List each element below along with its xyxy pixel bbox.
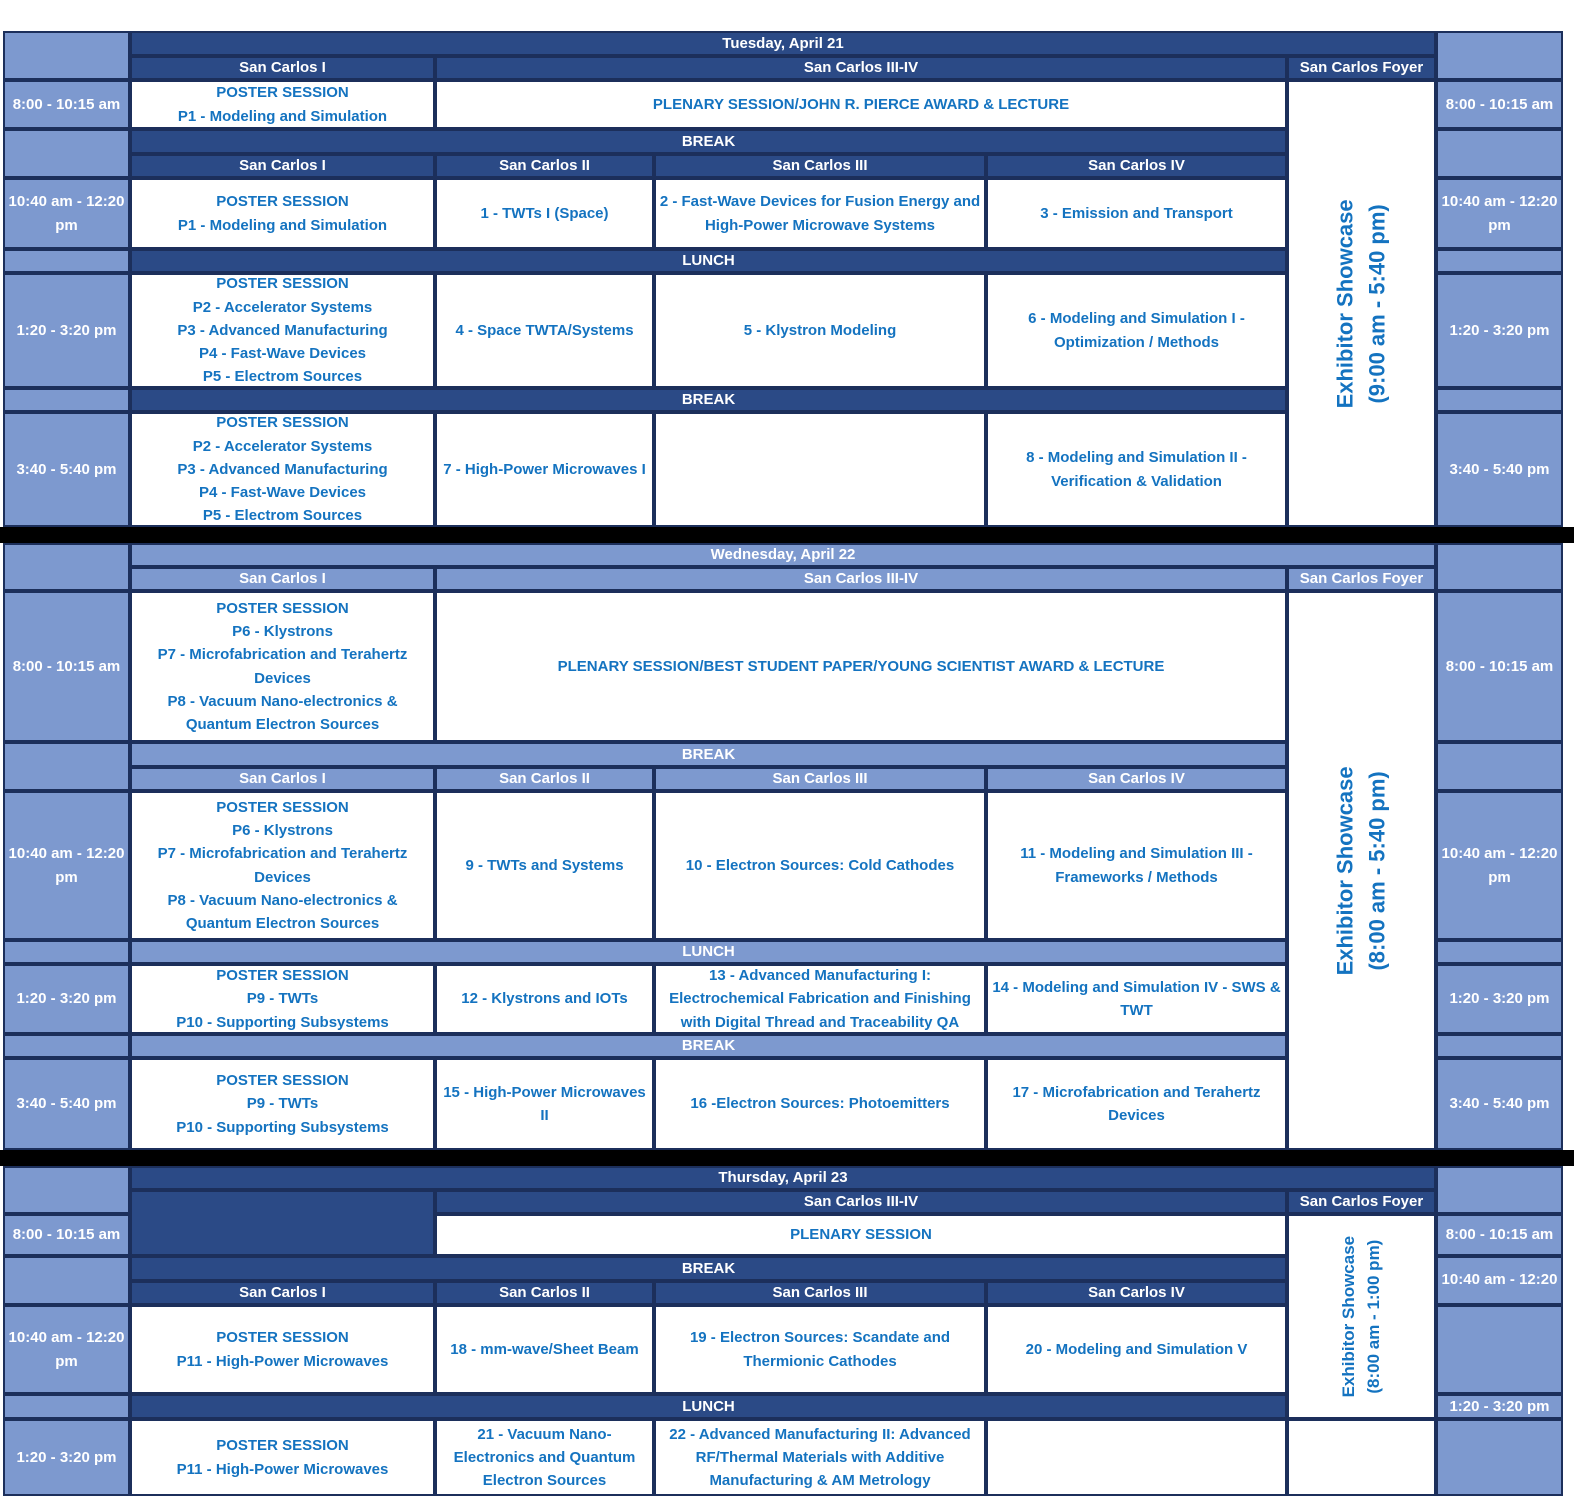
time-spacer-left (3, 1256, 130, 1305)
session-title: High-Power Microwave Systems (704, 216, 936, 234)
room-name: San Carlos III (772, 770, 868, 788)
time-spacer-right (1436, 1419, 1563, 1496)
time-label: 1:20 - 3:20 pm (16, 990, 117, 1008)
session-title: Devices (254, 669, 311, 687)
session-title: 21 - Vacuum Nano- (477, 1425, 612, 1443)
session-title: P11 - High-Power Microwaves (176, 1460, 389, 1478)
time-label: 8:00 - 10:15 am (12, 95, 121, 113)
session-cell[interactable] (986, 1419, 1287, 1496)
time-label: 10:40 am - 12:20 pm (8, 193, 125, 234)
session-title: P2 - Accelerator Systems (192, 437, 373, 455)
exhibitor-showcase[interactable] (1287, 591, 1436, 1150)
session-cell[interactable] (654, 178, 986, 249)
time-label: 10:40 am - 12:20 pm (1441, 845, 1558, 886)
lunch-bar-label: LUNCH (682, 252, 735, 270)
plenary-session-cell[interactable] (435, 1214, 1287, 1256)
time-label: 10:40 am - 12:20 pm (8, 845, 125, 886)
session-cell[interactable] (435, 412, 654, 527)
session-title: P9 - TWTs (246, 1095, 319, 1113)
session-cell[interactable] (986, 1305, 1287, 1394)
session-title: P2 - Accelerator Systems (192, 298, 373, 316)
session-title: 12 - Klystrons and IOTs (461, 990, 628, 1008)
day-title-text: Wednesday, April 22 (710, 546, 856, 564)
time-label: 10:40 am - 12:20 pm (1441, 193, 1558, 234)
exhibitor-text: (8:00 am - 1:00 pm) (1363, 1239, 1383, 1394)
poster-session-cell[interactable] (130, 178, 435, 249)
room-header (986, 767, 1287, 791)
room-name: San Carlos II (499, 157, 590, 175)
session-title: Optimization / Methods (1054, 333, 1219, 351)
time-spacer-right (1436, 249, 1563, 273)
time-spacer-left (3, 1394, 130, 1419)
poster-session-cell[interactable] (130, 964, 435, 1034)
time-spacer-left (3, 543, 130, 591)
session-cell[interactable] (986, 791, 1287, 940)
session-title: P6 - Klystrons (232, 623, 333, 640)
session-title: P5 - Electrom Sources (202, 507, 363, 525)
time-slot-right (1436, 178, 1563, 249)
break-bar (130, 1256, 1287, 1281)
room-header (435, 567, 1287, 591)
session-title: 5 - Klystron Modeling (743, 321, 897, 339)
session-title: 11 - Modeling and Simulation III - (1020, 845, 1253, 863)
session-title: P4 - Fast-Wave Devices (198, 345, 367, 363)
room-header (1287, 1190, 1436, 1214)
day-title-text: Tuesday, April 21 (722, 34, 844, 52)
session-title: RF/Thermal Materials with Additive (695, 1448, 945, 1466)
room-header (130, 1281, 435, 1305)
break-bar (130, 388, 1287, 412)
room-header (130, 767, 435, 791)
room-name: San Carlos II (499, 1284, 590, 1302)
time-slot-right (1436, 1058, 1563, 1150)
session-title: 7 - High-Power Microwaves I (443, 460, 646, 478)
session-cell[interactable] (435, 964, 654, 1034)
room-name: San Carlos Foyer (1299, 59, 1424, 77)
session-title: P3 - Advanced Manufacturing (177, 321, 388, 339)
time-slot-left (3, 178, 130, 249)
time-label: 8:00 - 10:15 am (1445, 1226, 1554, 1244)
session-title: 8 - Modeling and Simulation II - (1026, 449, 1247, 467)
time-spacer-left (3, 742, 130, 791)
time-spacer-right (1436, 31, 1563, 80)
session-title: Devices (1108, 1107, 1165, 1124)
room-header (435, 767, 654, 791)
session-cell[interactable] (654, 1305, 986, 1394)
session-title: 13 - Advanced Manufacturing I: (709, 967, 931, 985)
room-header (1287, 56, 1436, 80)
time-spacer-right (1436, 742, 1563, 791)
plenary-session-cell[interactable] (435, 591, 1287, 742)
session-title: Electronics and Quantum (453, 1448, 636, 1466)
session-title: P6 - Klystrons (232, 822, 333, 839)
lunch-bar-label: LUNCH (682, 943, 735, 961)
session-title: 3 - Emission and Transport (1040, 204, 1233, 222)
time-slot-left (3, 412, 130, 527)
session-title: POSTER SESSION (216, 193, 349, 211)
session-title: 15 - High-Power Microwaves (443, 1083, 646, 1101)
time-slot-right (1436, 791, 1563, 940)
session-title: 20 - Modeling and Simulation V (1025, 1340, 1248, 1358)
time-label: 3:40 - 5:40 pm (1449, 1095, 1550, 1113)
empty-room-block (130, 1190, 435, 1256)
session-title: 1 - TWTs I (Space) (480, 204, 609, 222)
session-title: POSTER SESSION (216, 414, 349, 432)
room-header (986, 154, 1287, 178)
day-separator (0, 1150, 1574, 1166)
session-title: P7 - Microfabrication and Terahertz (157, 845, 408, 863)
time-slot-left (3, 80, 130, 129)
time-slot-left (3, 964, 130, 1034)
session-title: PLENARY SESSION (790, 1226, 932, 1244)
time-slot-left (3, 591, 130, 742)
session-cell[interactable] (1287, 1419, 1436, 1496)
session-title: PLENARY SESSION/JOHN R. PIERCE AWARD & LECTURE (652, 95, 1070, 113)
session-title: Verification & Validation (1051, 472, 1222, 490)
session-title: POSTER SESSION (216, 1329, 349, 1347)
session-title: POSTER SESSION (216, 599, 349, 617)
time-slot-left (3, 1419, 130, 1496)
session-title: POSTER SESSION (216, 967, 349, 985)
time-spacer-right (1436, 129, 1563, 178)
room-header (435, 1190, 1287, 1214)
time-label: 1:20 - 3:20 pm (1449, 1397, 1550, 1415)
room-header (986, 1281, 1287, 1305)
session-cell[interactable] (986, 412, 1287, 527)
time-spacer-right (1436, 940, 1563, 964)
room-header (435, 154, 654, 178)
time-slot-right (1436, 80, 1563, 129)
session-title: Quantum Electron Sources (185, 915, 380, 932)
room-header (130, 154, 435, 178)
break-bar-label: BREAK (681, 745, 736, 763)
room-header (130, 56, 435, 80)
room-name: San Carlos I (239, 59, 326, 77)
room-name: San Carlos I (239, 770, 326, 788)
day-title-text: Thursday, April 23 (718, 1169, 848, 1187)
session-cell[interactable] (654, 1419, 986, 1496)
exhibitor-showcase[interactable] (1287, 1214, 1436, 1419)
time-slot-left (3, 1058, 130, 1150)
room-name: San Carlos I (239, 570, 326, 588)
time-label: 3:40 - 5:40 pm (16, 460, 117, 478)
session-title: 4 - Space TWTA/Systems (455, 321, 634, 339)
session-title: 9 - TWTs and Systems (465, 856, 624, 874)
time-spacer-left (3, 1166, 130, 1214)
session-title: P1 - Modeling and Simulation (177, 216, 388, 234)
time-label: 8:00 - 10:15 am (1445, 657, 1554, 675)
room-header (654, 154, 986, 178)
session-title: 22 - Advanced Manufacturing II: Advanced (669, 1425, 971, 1443)
time-spacer-right (1436, 1305, 1563, 1394)
session-title: P1 - Modeling and Simulation (177, 107, 388, 125)
day-title (130, 31, 1436, 56)
time-slot-left (3, 273, 130, 388)
room-name: San Carlos IV (1088, 157, 1185, 175)
break-bar-label: BREAK (681, 1037, 736, 1055)
session-cell[interactable] (986, 964, 1287, 1034)
session-title: P11 - High-Power Microwaves (176, 1352, 389, 1370)
session-title: P5 - Electrom Sources (202, 368, 363, 386)
poster-session-cell[interactable] (130, 791, 435, 940)
lunch-bar (130, 249, 1287, 273)
lunch-bar (130, 940, 1287, 964)
session-title: with Digital Thread and Traceability QA (680, 1013, 960, 1031)
session-title: Manufacturing & AM Metrology (709, 1472, 931, 1490)
time-label: 8:00 - 10:15 am (12, 657, 121, 675)
session-title: 19 - Electron Sources: Scandate and (689, 1329, 951, 1347)
time-spacer-left (3, 249, 130, 273)
poster-session-cell[interactable] (130, 1419, 435, 1496)
time-label: 1:20 - 3:20 pm (16, 321, 117, 339)
time-label: 1:20 - 3:20 pm (16, 1448, 117, 1466)
room-name: San Carlos III (772, 1284, 868, 1302)
room-header (1287, 567, 1436, 591)
time-slot-right (1436, 1256, 1563, 1305)
session-cell[interactable] (654, 1058, 986, 1150)
room-name: San Carlos II (499, 770, 590, 788)
time-label: 10:40 am - 12:20 (1441, 1271, 1558, 1288)
time-slot-right (1436, 412, 1563, 527)
session-title: Devices (254, 868, 311, 886)
session-cell[interactable] (654, 791, 986, 940)
time-slot-right (1436, 591, 1563, 742)
session-title: P10 - Supporting Subsystems (176, 1118, 389, 1136)
exhibitor-text: Exhibitor Showcase (1332, 198, 1358, 409)
time-spacer-left (3, 940, 130, 964)
time-spacer-left (3, 388, 130, 412)
session-title: P8 - Vacuum Nano-electronics & (167, 692, 398, 710)
session-title: P9 - TWTs (246, 990, 319, 1008)
day-title (130, 1166, 1436, 1190)
session-cell[interactable] (654, 273, 986, 388)
exhibitor-text: (9:00 am - 5:40 pm) (1364, 203, 1390, 404)
exhibitor-text: Exhibitor Showcase (1332, 765, 1358, 976)
session-title: Quantum Electron Sources (185, 716, 380, 733)
exhibitor-text: (8:00 am - 5:40 pm) (1364, 770, 1390, 971)
time-spacer-right (1436, 1166, 1563, 1214)
session-title: P8 - Vacuum Nano-electronics & (167, 891, 398, 909)
break-bar (130, 742, 1287, 767)
session-cell[interactable] (435, 791, 654, 940)
session-cell[interactable] (654, 412, 986, 527)
time-spacer-left (3, 31, 130, 80)
lunch-bar-label: LUNCH (682, 1397, 735, 1415)
time-slot-left (3, 1214, 130, 1256)
session-title: 18 - mm-wave/Sheet Beam (450, 1340, 639, 1358)
time-label: 1:20 - 3:20 pm (1449, 990, 1550, 1008)
exhibitor-label (1337, 1236, 1386, 1398)
room-name: San Carlos Foyer (1299, 570, 1424, 588)
lunch-bar (130, 1394, 1287, 1419)
room-name: San Carlos III-IV (803, 1193, 919, 1211)
session-title: 17 - Microfabrication and Terahertz (1012, 1083, 1261, 1101)
time-slot-left (3, 1305, 130, 1394)
session-title: Electrochemical Fabrication and Finishing (669, 990, 971, 1008)
room-name: San Carlos IV (1088, 770, 1185, 788)
room-header (654, 767, 986, 791)
session-title: Electron Sources (482, 1472, 607, 1490)
session-title: POSTER SESSION (216, 1437, 349, 1455)
session-title: TWT (1120, 1002, 1153, 1019)
break-bar-label: BREAK (681, 391, 736, 409)
time-slot-right (1436, 1394, 1563, 1419)
session-cell[interactable] (435, 273, 654, 388)
time-spacer-left (3, 1034, 130, 1058)
time-label: 8:00 - 10:15 am (1445, 95, 1554, 113)
day-title (130, 543, 1436, 567)
session-title: POSTER SESSION (216, 1072, 349, 1090)
session-title: P10 - Supporting Subsystems (176, 1013, 389, 1031)
session-cell[interactable] (435, 1419, 654, 1496)
break-bar (130, 129, 1287, 154)
time-spacer-right (1436, 1034, 1563, 1058)
day-separator (0, 527, 1574, 543)
session-title: P4 - Fast-Wave Devices (198, 484, 367, 502)
room-name: San Carlos Foyer (1299, 1193, 1424, 1211)
poster-session-cell[interactable] (130, 80, 435, 129)
room-header (435, 1281, 654, 1305)
time-spacer-right (1436, 388, 1563, 412)
room-name: San Carlos IV (1088, 1284, 1185, 1302)
time-label: 3:40 - 5:40 pm (16, 1095, 117, 1113)
time-spacer-right (1436, 543, 1563, 591)
session-title: Frameworks / Methods (1055, 868, 1218, 886)
session-title: P7 - Microfabrication and Terahertz (157, 646, 408, 664)
break-bar-label: BREAK (681, 132, 736, 150)
time-label: 3:40 - 5:40 pm (1449, 460, 1550, 478)
session-title: 14 - Modeling and Simulation IV - SWS & (992, 978, 1281, 996)
session-cell[interactable] (435, 1058, 654, 1150)
room-name: San Carlos I (239, 1284, 326, 1302)
session-title: POSTER SESSION (216, 798, 349, 816)
exhibitor-label (1330, 766, 1394, 975)
session-cell[interactable] (986, 1058, 1287, 1150)
room-header (130, 567, 435, 591)
exhibitor-showcase[interactable] (1287, 80, 1436, 527)
time-slot-right (1436, 964, 1563, 1034)
plenary-session-cell[interactable] (435, 80, 1287, 129)
session-title: Thermionic Cathodes (743, 1352, 897, 1370)
time-slot-left (3, 791, 130, 940)
session-title: POSTER SESSION (216, 275, 349, 293)
time-slot-right (1436, 1214, 1563, 1256)
room-name: San Carlos III-IV (803, 570, 919, 588)
session-title: P3 - Advanced Manufacturing (177, 460, 388, 478)
time-spacer-left (3, 129, 130, 178)
session-cell[interactable] (986, 273, 1287, 388)
session-title: 16 -Electron Sources: Photoemitters (690, 1095, 950, 1113)
session-cell[interactable] (986, 178, 1287, 249)
session-cell[interactable] (435, 1305, 654, 1394)
poster-session-cell[interactable] (130, 273, 435, 388)
room-name: San Carlos I (239, 157, 326, 175)
time-label: 8:00 - 10:15 am (12, 1226, 121, 1244)
session-title: II (540, 1107, 549, 1124)
session-cell[interactable] (435, 178, 654, 249)
poster-session-cell[interactable] (130, 412, 435, 527)
time-label: 10:40 am - 12:20 pm (8, 1329, 125, 1370)
room-name: San Carlos III-IV (803, 59, 919, 77)
session-title: PLENARY SESSION/BEST STUDENT PAPER/YOUNG SCIENTIST AWARD & LECTURE (557, 657, 1165, 675)
time-slot-right (1436, 273, 1563, 388)
poster-session-cell[interactable] (130, 1058, 435, 1150)
break-bar (130, 1034, 1287, 1058)
break-bar-label: BREAK (681, 1259, 736, 1277)
room-name: San Carlos III (772, 157, 868, 175)
session-title: 10 - Electron Sources: Cold Cathodes (685, 856, 955, 874)
room-header (435, 56, 1287, 80)
session-title: 2 - Fast-Wave Devices for Fusion Energy and (659, 193, 981, 211)
exhibitor-label (1330, 199, 1394, 408)
session-cell[interactable] (654, 964, 986, 1034)
session-title: POSTER SESSION (216, 84, 349, 102)
room-header (654, 1281, 986, 1305)
exhibitor-text: Exhibitor Showcase (1338, 1235, 1358, 1398)
poster-session-cell[interactable] (130, 591, 435, 742)
time-label: 1:20 - 3:20 pm (1449, 321, 1550, 339)
poster-session-cell[interactable] (130, 1305, 435, 1394)
session-title: 6 - Modeling and Simulation I - (1028, 310, 1245, 328)
